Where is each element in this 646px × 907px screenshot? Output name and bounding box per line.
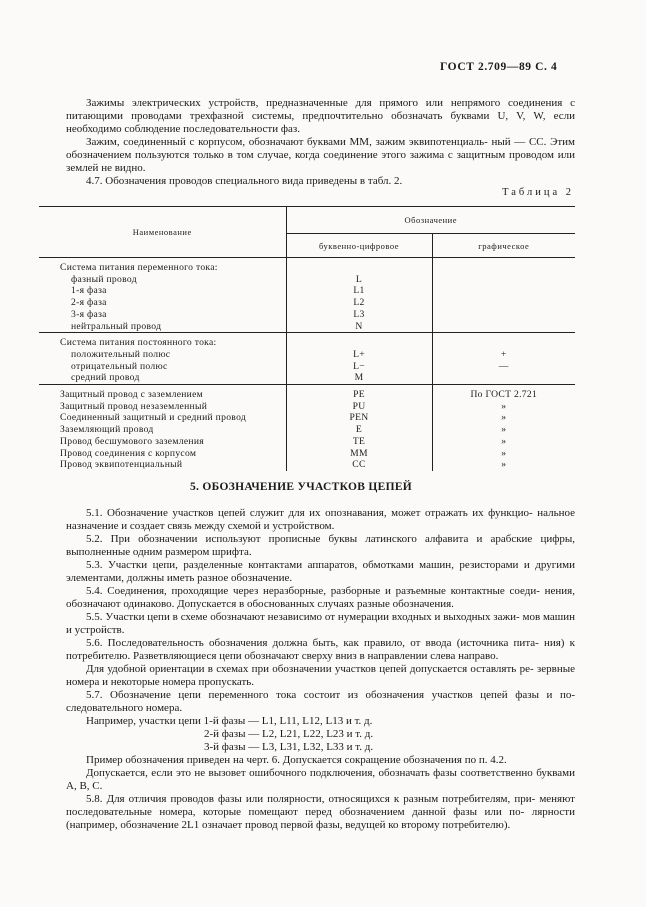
table-row: Провод эквипотенциальный CC » [39, 459, 575, 471]
paragraph-5-4: 5.4. Соединения, проходящие через неразборные, разборные и разъемные контактные соеди- нения, обозначают одинаково. Допускается в обоснованных случаях разные обозначения. [66, 585, 575, 610]
example-phase-3: 3-й фазы — L3, L31, L32, L33 и т. д. [204, 741, 374, 753]
table-row: Заземляющий провод E » [39, 424, 575, 436]
paragraph-5-7-example: Пример обозначения приведен на черт. 6. Допускается сокращение обозначения по п. 4.2. [86, 754, 507, 766]
paragraph-terminals-uvw: Зажимы электрических устройств, предназначенные для прямого или непрямого соединения с питающими проводами трехфазной системы, предпочтительно обозначать буквами U, V, W, если необходимо соблюдение последовательности фаз. [66, 97, 575, 135]
group-title-dc: Система питания постоянного тока: [39, 337, 286, 349]
table-row: 2-я фаза L2 [39, 297, 575, 309]
table-row: положительный полюс L+ + [39, 349, 575, 361]
paragraph-5-8: 5.8. Для отличия проводов фазы или полярности, относящихся к разным потребителям, при- меняют последовательные номера, которые помещают перед обозначением данной фазы или по- лярности (например, обозначение 2L1 означает провод первой фазы, ведущей ко второму потребителю). [66, 793, 575, 831]
table-row [39, 262, 575, 274]
header-designation: Обозначение [286, 207, 575, 234]
paragraph-5-5: 5.5. Участки цепи в схеме обозначают независимо от нумерации входных и выходных зажи- мов машин и устройств. [66, 611, 575, 636]
paragraph-5-1: 5.1. Обозначение участков цепей служит для их опознавания, может отражать их функцио- нальное назначение и создает связь между схемой и устройством. [66, 507, 575, 532]
page-header: ГОСТ 2.709—89 С. 4 [440, 61, 558, 73]
paragraph-terminals-mm-cc: Зажим, соединенный с корпусом, обозначают буквами MM, зажим эквипотенциаль- ный — CC. Этим обозначением пользуются только в том случае, когда соединение этого зажима с защитным проводом или землей не видно. [66, 136, 575, 174]
table-row: Защитный провод незаземленный PU » [39, 401, 575, 413]
paragraph-5-2: 5.2. При обозначении используют прописные буквы латинского алфавита и арабские цифры, выполненные одним размером шрифта. [66, 533, 575, 558]
example-phase-1: Например, участки цепи 1-й фазы — L1, L11, L12, L13 и т. д. [86, 715, 373, 727]
paragraph-5-6: 5.6. Последовательность обозначения должна быть, как правило, от ввода (источника пита- ния) к потребителю. Разветвляющиеся цепи обозначают сверху вниз в направлении слева направо. [66, 637, 575, 662]
header-graphic: графическое [432, 234, 575, 258]
header-alnum: буквенно-цифровое [286, 234, 432, 258]
paragraph-5-6-reserve: Для удобной ориентации в схемах при обозначении участков цепей допускается оставлять ре- зервные номера и некоторые номера пропускать. [66, 663, 575, 688]
header-name: Наименование [39, 207, 286, 258]
conductor-designation-table [39, 206, 575, 471]
table-caption: Таблица 2 [502, 187, 574, 198]
table-row: нейтральный провод N [39, 321, 575, 333]
table-row: Соединенный защитный и средний провод PEN » [39, 412, 575, 424]
group-title-ac: Система питания переменного тока: [39, 262, 286, 274]
paragraph-5-3: 5.3. Участки цепи, разделенные контактами аппаратов, обмотками машин, резисторами и другими элементами, должны иметь разное обозначение. [66, 559, 575, 584]
table-row: Провод бесшумового заземления TE » [39, 436, 575, 448]
example-phase-2: 2-й фазы — L2, L21, L22, L23 и т. д. [204, 728, 374, 740]
table-row: 1-я фаза L1 [39, 285, 575, 297]
table-row: 3-я фаза L3 [39, 309, 575, 321]
table-row: Провод соединения с корпусом MM » [39, 448, 575, 460]
table-row: Защитный провод с заземлением PE По ГОСТ 2.721 [39, 389, 575, 401]
paragraph-5-7-abc: Допускается, если это не вызовет ошибочного подключения, обозначать фазы соответственно буквами A, B, C. [66, 767, 575, 792]
section-5-title: 5. ОБОЗНАЧЕНИЕ УЧАСТКОВ ЦЕПЕЙ [190, 481, 413, 493]
table-row [39, 337, 575, 349]
table-row: отрицательный полюс L− — [39, 361, 575, 373]
table-row: средний провод M [39, 372, 575, 384]
paragraph-4-7: 4.7. Обозначения проводов специального вида приведены в табл. 2. [86, 175, 403, 187]
paragraph-5-7: 5.7. Обозначение цепи переменного тока состоит из обозначения участков цепей фазы и по- следовательного номера. [66, 689, 575, 714]
table-row: фазный провод L [39, 274, 575, 286]
